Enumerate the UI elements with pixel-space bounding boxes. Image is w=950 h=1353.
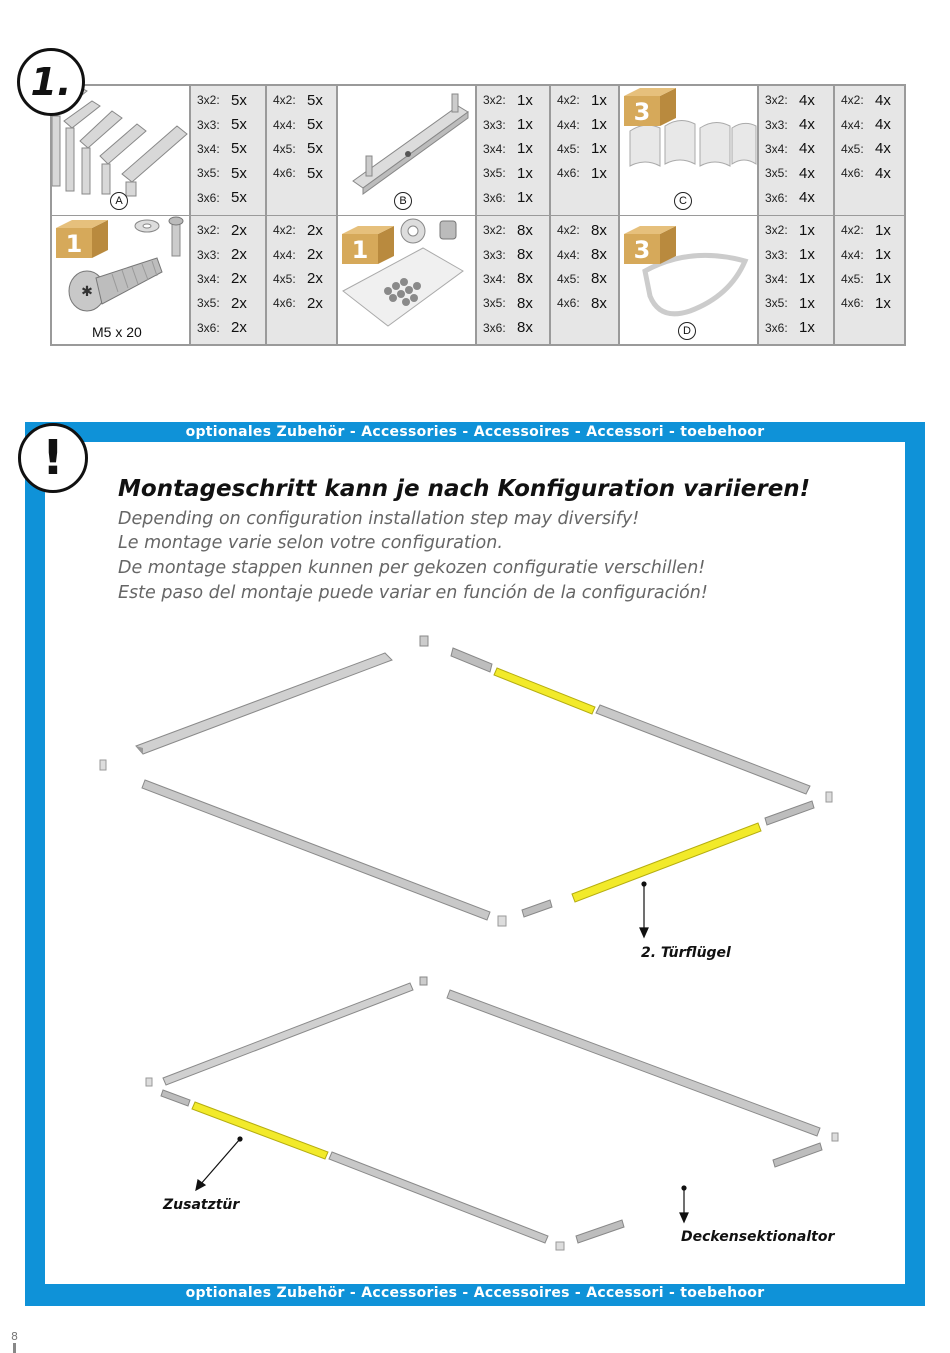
box-count: 1 bbox=[65, 230, 83, 258]
box-count: 3 bbox=[633, 98, 651, 126]
qty-line: 3x3: 8x bbox=[483, 246, 533, 264]
qty-line: 4x5: 1x bbox=[557, 140, 607, 158]
qty-line: 4x2: 1x bbox=[557, 91, 607, 109]
qty-line: 3x4: 8x bbox=[483, 270, 533, 288]
qty-line: 3x6: 4x bbox=[765, 189, 815, 207]
qty-line: 3x4: 1x bbox=[483, 140, 533, 158]
qty-line: 4x4: 4x bbox=[841, 116, 891, 134]
qty-line: 3x2: 5x bbox=[197, 91, 247, 109]
qty-line: 4x4: 8x bbox=[557, 246, 607, 264]
qty-line: 3x6: 1x bbox=[483, 189, 533, 207]
page-marker bbox=[13, 1343, 16, 1353]
label-extra-door: Zusatztür bbox=[163, 1197, 240, 1213]
qty-line: 3x5: 1x bbox=[765, 294, 815, 312]
qty-line: 3x6: 5x bbox=[197, 189, 247, 207]
qty-line: 3x5: 5x bbox=[197, 164, 247, 182]
qty-line: 4x6: 1x bbox=[557, 164, 607, 182]
qty-line: 3x5: 8x bbox=[483, 294, 533, 312]
qty-line: 4x4: 1x bbox=[557, 116, 607, 134]
qty-line: 3x3: 2x bbox=[197, 246, 247, 264]
qty-line: 4x5: 2x bbox=[273, 270, 323, 288]
qty-line: 4x2: 5x bbox=[273, 91, 323, 109]
qty-line: 3x5: 4x bbox=[765, 164, 815, 182]
qty-line: 4x6: 8x bbox=[557, 294, 607, 312]
qty-line: 3x2: 2x bbox=[197, 221, 247, 239]
qty-line: 4x5: 8x bbox=[557, 270, 607, 288]
qty-line: 4x5: 5x bbox=[273, 140, 323, 158]
qty-line: 4x6: 2x bbox=[273, 294, 323, 312]
qty-line: 3x4: 1x bbox=[765, 270, 815, 288]
subtitle-en: Depending on configuration installation step may diversify! bbox=[118, 509, 640, 529]
qty-line: 3x5: 1x bbox=[483, 164, 533, 182]
qty-line: 4x2: 2x bbox=[273, 221, 323, 239]
qty-line: 3x5: 2x bbox=[197, 294, 247, 312]
upper-frame bbox=[100, 636, 832, 926]
qty-line: 3x4: 4x bbox=[765, 140, 815, 158]
qty-line: 3x2: 1x bbox=[483, 91, 533, 109]
qty-line: 3x3: 1x bbox=[483, 116, 533, 134]
accessories-banner-top: optionales Zubehör - Accessories - Accessoires - Accessori - toebehoor bbox=[185, 424, 765, 440]
qty-line: 3x2: 4x bbox=[765, 91, 815, 109]
qty-line: 4x6: 1x bbox=[841, 294, 891, 312]
qty-line: 4x2: 4x bbox=[841, 91, 891, 109]
qty-line: 4x5: 4x bbox=[841, 140, 891, 158]
qty-line: 4x4: 5x bbox=[273, 116, 323, 134]
subtitle-fr: Le montage varie selon votre configuration. bbox=[118, 533, 503, 553]
qty-line: 3x6: 2x bbox=[197, 319, 247, 337]
svg-text:✱: ✱ bbox=[81, 284, 93, 300]
qty-line: 4x4: 1x bbox=[841, 246, 891, 264]
subtitle-es: Este paso del montaje puede variar en función de la configuración! bbox=[118, 583, 708, 603]
accessories-banner-bottom: optionales Zubehör - Accessories - Accessoires - Accessori - toebehoor bbox=[185, 1285, 765, 1301]
screw-size-label: M5 x 20 bbox=[92, 324, 142, 340]
qty-line: 3x2: 1x bbox=[765, 221, 815, 239]
qty-line: 3x2: 8x bbox=[483, 221, 533, 239]
part-letter-b: B bbox=[394, 192, 412, 210]
step-number-badge: 1. bbox=[17, 48, 85, 116]
page-number: 8 bbox=[11, 1330, 18, 1343]
qty-line: 3x6: 8x bbox=[483, 319, 533, 337]
qty-line: 3x4: 5x bbox=[197, 140, 247, 158]
label-door-wing: 2. Türflügel bbox=[641, 945, 731, 961]
qty-line: 4x2: 1x bbox=[841, 221, 891, 239]
qty-line: 4x4: 2x bbox=[273, 246, 323, 264]
qty-line: 4x6: 5x bbox=[273, 164, 323, 182]
part-letter-a: A bbox=[110, 192, 128, 210]
qty-line: 4x2: 8x bbox=[557, 221, 607, 239]
qty-line: 4x6: 4x bbox=[841, 164, 891, 182]
qty-line: 3x3: 4x bbox=[765, 116, 815, 134]
label-sectional-door: Deckensektionaltor bbox=[681, 1229, 835, 1245]
box-count: 3 bbox=[633, 236, 651, 264]
part-letter-c: C bbox=[674, 192, 692, 210]
subtitle-nl: De montage stappen kunnen per gekozen configuratie verschillen! bbox=[118, 558, 706, 578]
qty-line: 4x5: 1x bbox=[841, 270, 891, 288]
part-letter-d: D bbox=[678, 322, 696, 340]
box-count: 1 bbox=[351, 236, 369, 264]
lower-frame bbox=[146, 977, 838, 1250]
qty-line: 3x3: 1x bbox=[765, 246, 815, 264]
warning-icon: ! bbox=[18, 423, 88, 493]
qty-line: 3x4: 2x bbox=[197, 270, 247, 288]
headline: Montageschritt kann je nach Konfiguration variieren! bbox=[118, 476, 811, 502]
qty-line: 3x3: 5x bbox=[197, 116, 247, 134]
qty-line: 3x6: 1x bbox=[765, 319, 815, 337]
